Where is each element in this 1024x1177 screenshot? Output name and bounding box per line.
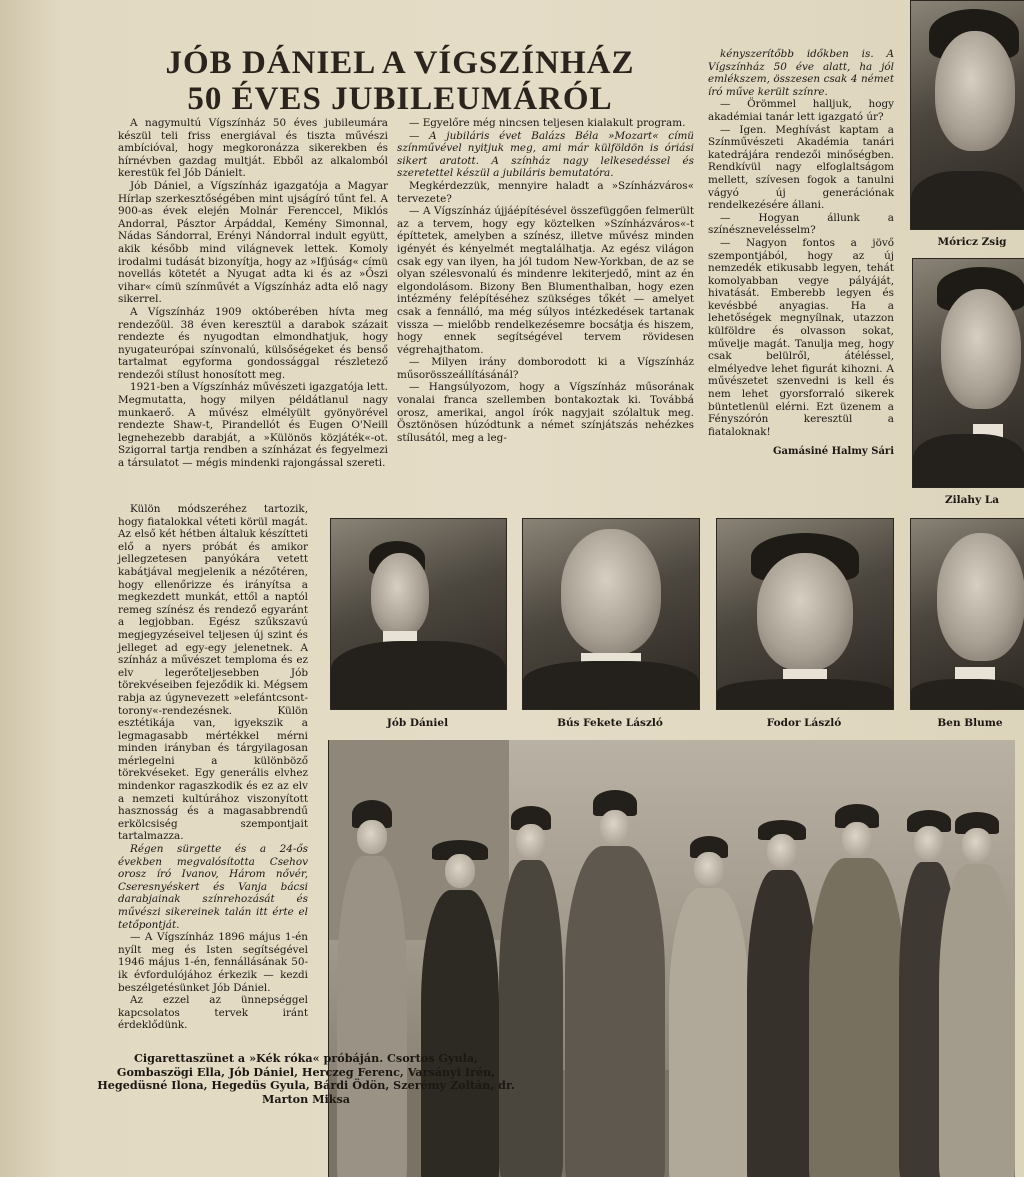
paragraph: — Örömmel halljuk, hogy akadémiai tanár lett igazgató úr?	[708, 98, 894, 123]
paragraph: kényszerítőbb időkben is. A Vígszínház 50 éve alatt, ha jól emlékszem, összesen csak 4 német író műve került színre.	[708, 48, 894, 98]
portrait-caption: Bús Fekete László	[557, 717, 663, 729]
paragraph: A nagymultú Vígszínház 50 éves jubileumára készül teli friss energiával és tiszta művészi ambícióval, hogy megkoronázza sikerekben és hírnévben gazdag multját. Ebből az alkalomból kerestük fel Jób Dánielt.	[118, 117, 388, 180]
person-figure	[809, 804, 905, 1177]
article-column-1-continued	[118, 503, 308, 1032]
paragraph: A Vígszínház 1909 októberében hívta meg rendezőül. 38 éven keresztül a darabok százait rendezte és nyugodtan elmondhatjuk, hogy nyugateurópai színvonalú, külsőségeket és benső tartalmat egyforma gondossággal részletező rendezői stílust honosított meg.	[118, 305, 388, 381]
portrait-photo-ben-blumenthal	[910, 518, 1024, 710]
portrait-caption: Jób Dániel	[386, 717, 449, 729]
portrait-photo-job-daniel	[330, 518, 507, 710]
group-photo	[328, 740, 1015, 1177]
paragraph: — Egyelőre még nincsen teljesen kialakult program.	[409, 117, 686, 129]
article-column-3	[708, 48, 894, 459]
person-figure	[669, 836, 749, 1176]
paragraph: — Hangsúlyozom, hogy a Vígszínház műsorának vonalai franca szellemben bontakoztak ki. Továbbá orosz, amerikai, angol írók nagyjait szólaltuk meg. Ösztönösen húzódtunk a német színjátszás nehézkes stílusától, meg a leg-	[397, 381, 694, 444]
person-figure	[337, 800, 407, 1177]
portrait-photo-bus-fekete	[522, 518, 700, 710]
portrait-photo-fodor	[716, 518, 894, 710]
title-line-1: JÓB DÁNIEL A VÍGSZÍNHÁZ	[165, 45, 635, 81]
person-figure	[747, 820, 817, 1177]
article-title	[110, 45, 690, 117]
portrait-caption: Zilahy La	[944, 494, 1000, 506]
portrait-caption: Ben Blume	[937, 717, 1003, 729]
paragraph: Jób Dániel, a Vígszínház igazgatója a Magyar Hírlap szerkesztőségében mint ujságíró tűnt fel. A 900-as évek elején Molnár Ferenccel, Miklós Andorral, Pásztor Árpáddal, Kemény Simonnal, Nádas Sándorral, Erényi Nándorral indult együtt, akik később mind világnevek lettek. Komoly irodalmi tudását bizonyítja, hogy az »Ifjúság« címü novellás kötetét a Nyugat adta ki és az »Őszi vihar« címü színművét a Vígszínház adta elő nagy sikerrel.	[118, 179, 388, 306]
portrait-photo-zilahy	[912, 258, 1024, 488]
portrait-caption: Fodor László	[766, 717, 842, 729]
author-signature: Gamásiné Halmy Sári	[773, 446, 894, 458]
paragraph: Külön módszeréhez tartozik, hogy fiatalokkal véteti körül magát. Az első két hétben általuk készítteti elő a nyers próbát és amikor jellegzetesen panyókára vetett kabátjával megjelenik a nézőtéren, hogy ellenőrizze és irányítsa a megkezdett munkát, ettől a naptól remeg színész és rendező egyaránt a legjobban. Egész szűkszavú megjegyzéseivel teljesen új szint és jelleget ad egy-egy jelenetnek. A színház a művészet temploma és ez elv legerőteljesebben Jób törekvéseiben fejeződik ki. Mégsem rabja az úgynevezett »elefántcsont-torony«-rendezésnek. Külön esztétikája van, igyekszik a legmagasabb mértékkel mérni minden irányban és tárgyilagosan mérlegelni a különböző törekvéseket. Egy generális elvhez mindenkor ragaszkodik és ez az elv a nemzeti kultúrához viszonyított hasznosság és a magasabbrendű erkölcsiség szempontjait tartalmazza.	[118, 503, 308, 843]
article-column-1	[118, 117, 388, 470]
person-figure	[421, 840, 499, 1177]
title-line-2: 50 ÉVES JUBILEUMÁRÓL	[187, 81, 613, 117]
portrait-photo-moricz	[910, 0, 1024, 230]
portrait-caption: Móricz Zsig	[937, 236, 1007, 248]
article-column-2	[397, 117, 694, 444]
paragraph: — A Vígszínház újjáépítésével összefüggően felmerült az a tervem, hogy egy köztelken »Színházváros«-t építtetek, amelyben a színész, illetve művész minden igényét és kényelmét megtalálhatja. Az egész világon csak egy van ilyen, ha jól tudom New-Yorkban, de az se olyan szélesvonalú és mindenre lekiterjedő, mint az én elgondolásom. Bizony Ben Blumenthalban, hogy ezen intézmény felépítéséhez szükséges tőkét — amelyet csak a fennálló, ma még súlyos intézkedések tartanak vissza — mielőbb rendelkezésemre bocsátja és hiszem, hogy ennek segítségével tervem rövidesen végrehajthatom.	[397, 205, 694, 356]
person-figure	[565, 790, 665, 1177]
paragraph: Régen sürgette és a 24-ős években megvalósította Csehov orosz író Ivanov, Három nővér, Cseresnyéskert és Vanja bácsi darabjainak színrehozását és művészi sikereinek talán itt érte el tetőpontját.	[118, 843, 308, 931]
paragraph: Megkérdezzük, mennyire haladt a »Színházváros« tervezete?	[397, 179, 694, 205]
person-figure	[939, 812, 1015, 1177]
paragraph: 1921-ben a Vígszínház művészeti igazgatója lett. Megmutatta, hogy milyen példátlanul nagy munkaerő. A művész elmélyült gyönyörével rendezte Shaw-t, Pirandellót és Eugen O'Neill legnehezebb darabját, a »Különös közjáték«-ot. Szigorral tartja rendben a színházat és fegyelmezi a társulatot — mégis mindenki rajongással szereti.	[118, 381, 388, 470]
paragraph: — Nagyon fontos a jövő szempontjából, hogy az új nemzedék etikusabb legyen, tehát komolyabban vegye pályáját, hivatását. Emberebb legyen és kevésbbé anyagias. Ha a lehetőségek megnyílnak, utazzon külföldre és olvasson sokat, művelje magát. Tanulja meg, hogy csak belülről, átéléssel, elmélyedve lehet figurát kihozni. A művészetet szenvedni is kell és nem lehet gyorsforraló sikerek büntetlenül elérni. Ezt üzenem a Fényszórón keresztül a fiataloknak!	[708, 236, 894, 438]
paragraph: — A Vígszínház 1896 május 1-én nyílt meg és Isten segítségével 1946 május 1-én, fennállásának 50-ik évfordulójához érkezik — kezdi beszélgetésünket Jób Dániel.	[118, 931, 308, 994]
group-photo-caption: Cigarettaszünet a »Kék róka« próbáján. Csortos Gyula, Gombaszögi Ella, Jób Dániel, Herczeg Ferenc, Varsányi Irén, Hegedüsné Ilona, Hegedüs Gyula, Bárdi Ödön, Szerémy Zoltán, dr. Marton Miksa	[97, 1051, 515, 1106]
person-figure	[499, 806, 563, 1176]
paragraph: — A jubiláris évet Balázs Béla »Mozart« címü színművével nyitjuk meg, ami már külföldön is óriási sikert aratott. A színház nagy lelkesedéssel és szeretettel készül a jubiláris bemutatóra.	[397, 129, 694, 180]
paragraph: — Hogyan állunk a színésznevelésselm?	[708, 211, 894, 237]
paragraph: — Milyen irány domborodott ki a Vígszínház műsorösszeállításánál?	[397, 356, 694, 381]
paragraph: Az ezzel az ünnepséggel kapcsolatos tervek iránt érdeklődünk.	[118, 994, 308, 1032]
paragraph: — Igen. Meghívást kaptam a Színművészeti Akadémia tanári katedrájára rendezői minőségben. Rendkívül nagy elfoglaltságom mellett, szívesen fogok a tanulni vágyó új generációnak rendelkezésére állani.	[708, 123, 894, 212]
